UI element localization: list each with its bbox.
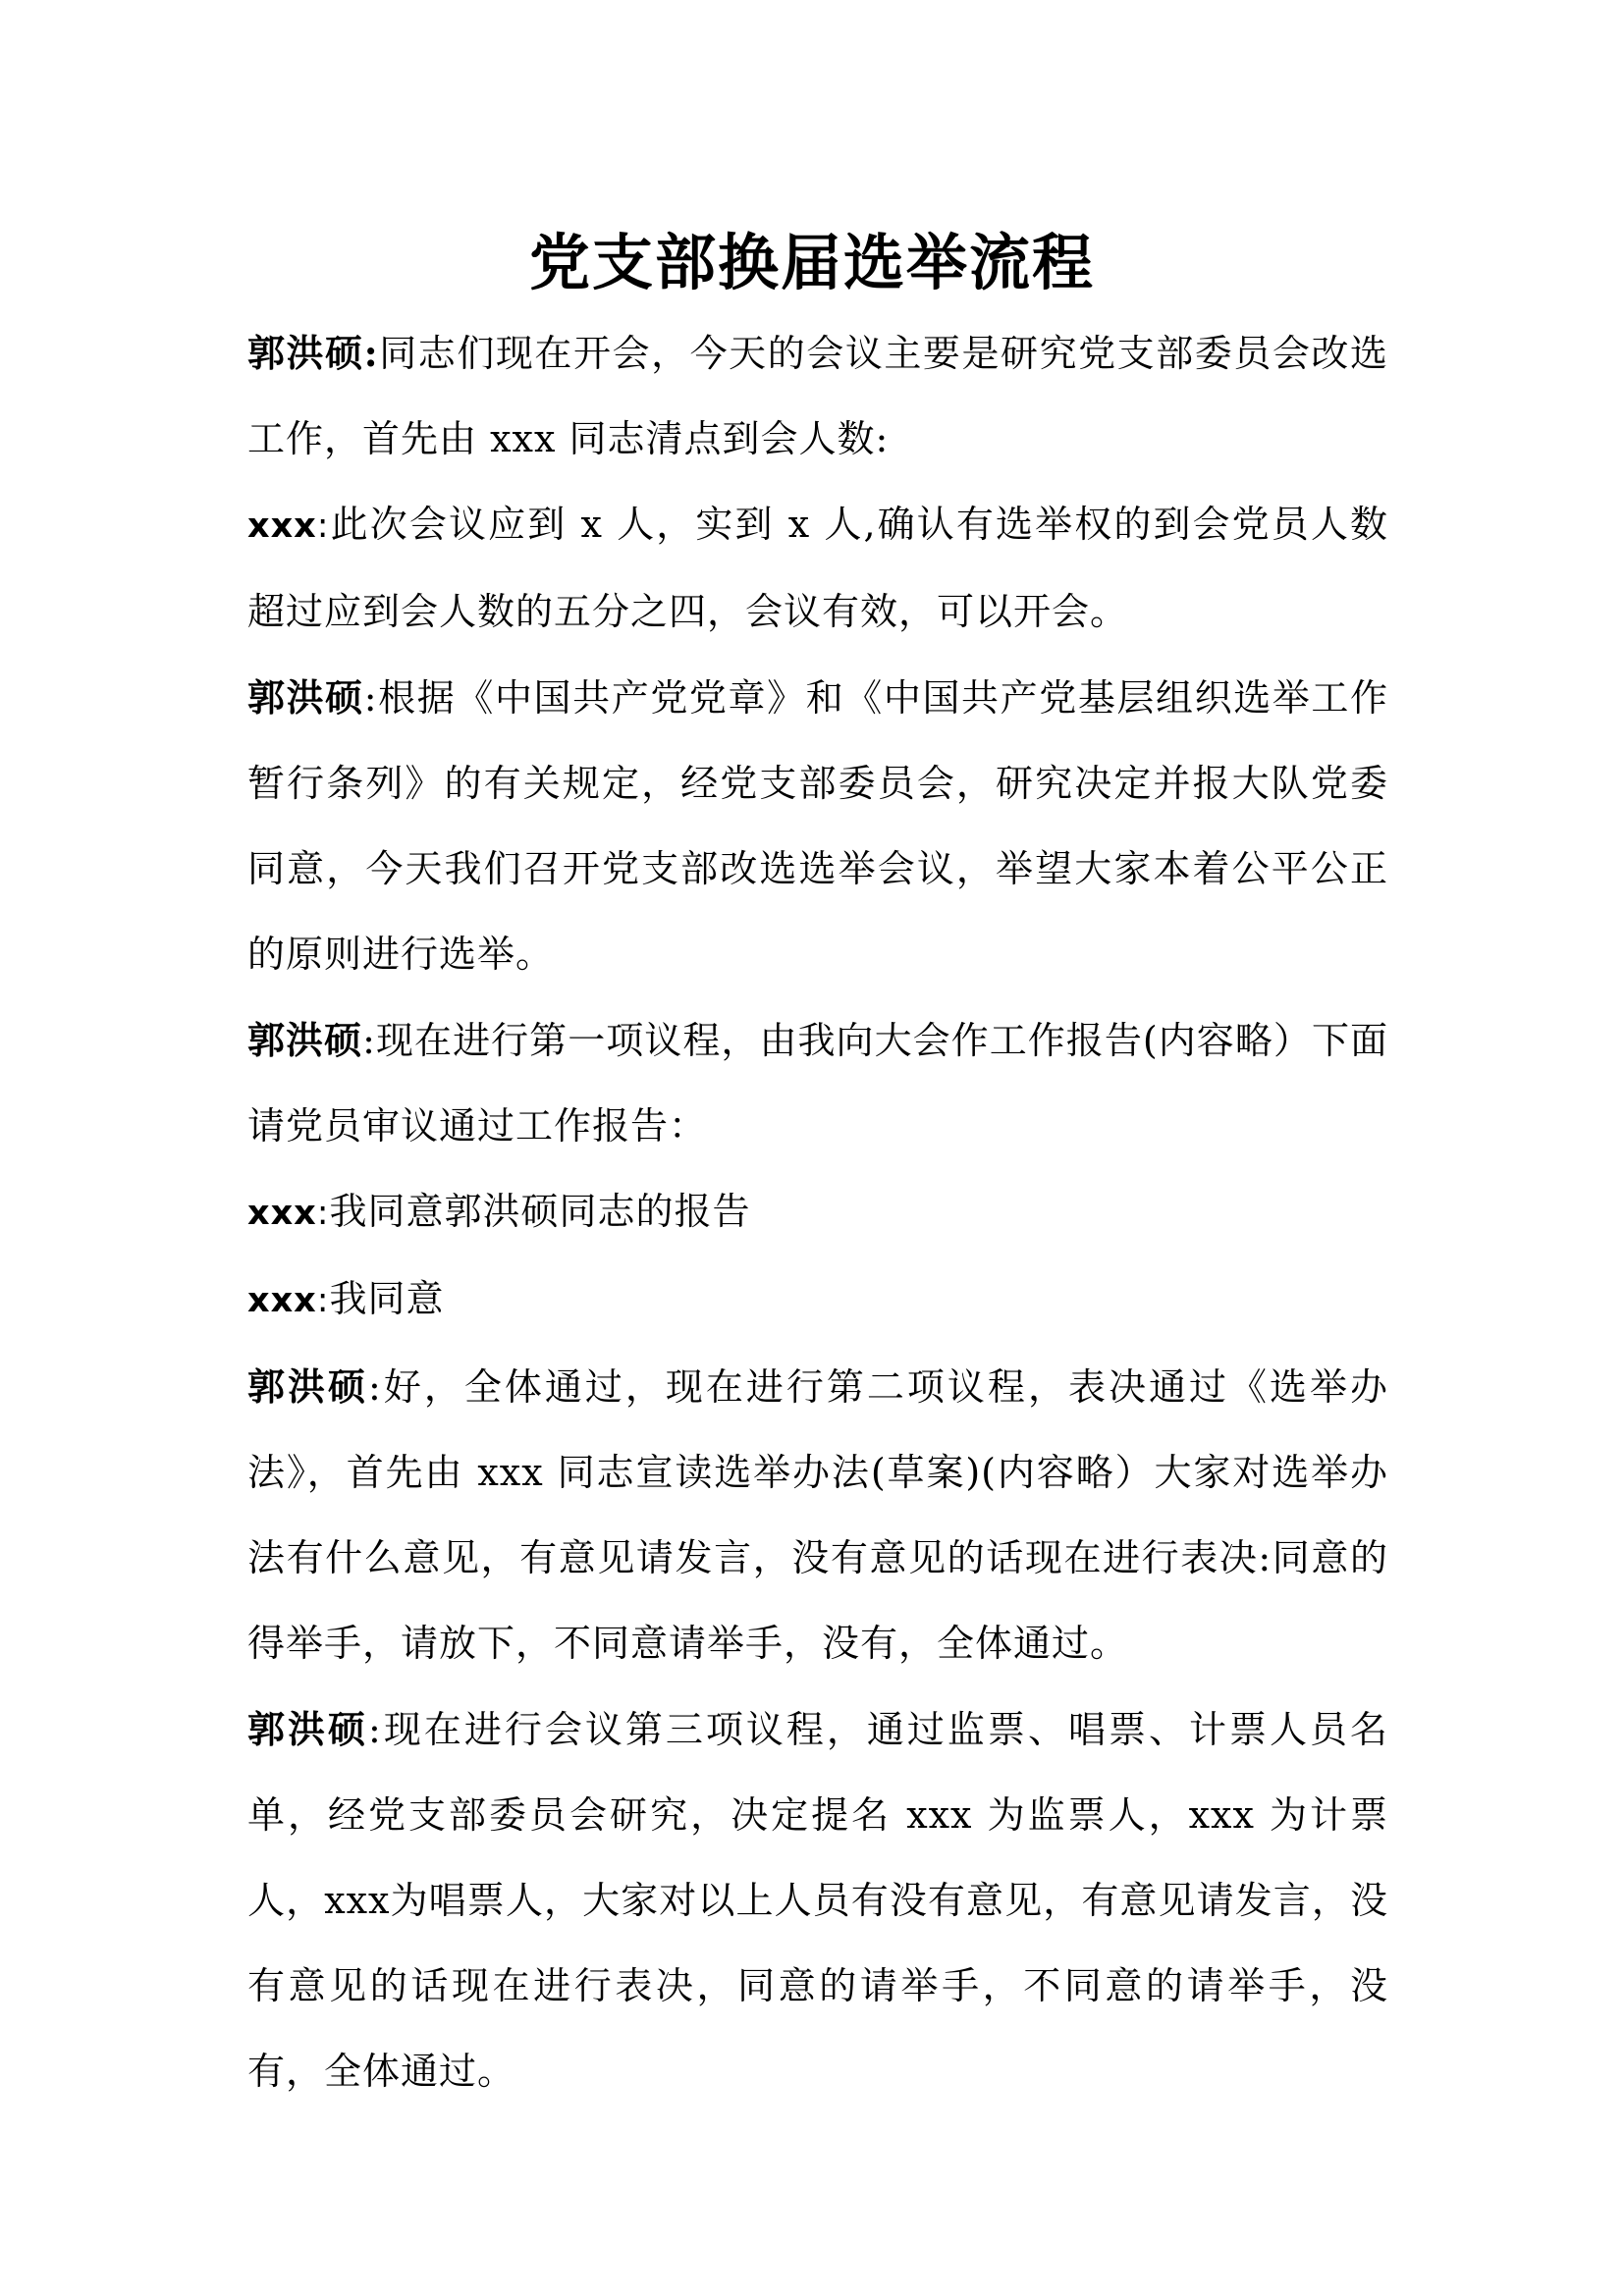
speaker-separator: : xyxy=(368,1708,382,1751)
speaker-name: xxx xyxy=(247,507,317,546)
speaker-separator: : xyxy=(363,331,379,375)
paragraph-text: 我同意郭洪硕同志的报告 xyxy=(329,1190,751,1233)
paragraph xyxy=(247,655,1388,997)
speaker-separator: : xyxy=(363,676,378,720)
paragraph-text: 现在进行第一项议程，由我向大会作工作报告(内容略）下面请党员审议通过工作报告： xyxy=(247,1019,1388,1148)
paragraph xyxy=(247,1344,1388,1686)
document-body xyxy=(247,310,1388,2114)
document-title: 党支部换届选举流程 xyxy=(528,227,1095,298)
speaker-separator: : xyxy=(368,1365,382,1409)
speaker-separator: : xyxy=(316,1281,330,1320)
paragraph-text: 根据《中国共产党党章》和《中国共产党基层组织选举工作暂行条列》的有关规定，经党支部委员会，研究决定并报大队党委同意，今天我们召开党支部改选选举会议，举望大家本着公平公正的原则进行选举。 xyxy=(247,676,1388,976)
paragraph xyxy=(247,482,1388,655)
paragraph-text: 我同意 xyxy=(329,1277,445,1320)
paragraph-text: 同志们现在开会，今天的会议主要是研究党支部委员会改选工作，首先由 xxx 同志清点到会人数: xyxy=(247,332,1388,460)
speaker-name: 郭洪硕 xyxy=(247,1364,369,1409)
paragraph xyxy=(247,997,1388,1169)
speaker-name: xxx xyxy=(247,1194,317,1233)
paragraph xyxy=(247,1256,1388,1344)
paragraph xyxy=(247,1169,1388,1256)
speaker-name: 郭洪硕 xyxy=(247,1018,363,1062)
paragraph-text: 好，全体通过，现在进行第二项议程，表决通过《选举办法》，首先由 xxx 同志宣读选举办法(草案)(内容略）大家对选举办法有什么意见，有意见请发言，没有意见的话现在进行表决:同意的得举手，请放下，不同意请举手，没有，全体通过。 xyxy=(247,1365,1388,1665)
paragraph xyxy=(247,310,1388,482)
speaker-name: 郭洪硕 xyxy=(247,675,364,720)
paragraph-text: 现在进行会议第三项议程，通过监票、唱票、计票人员名单，经党支部委员会研究，决定提名 xxx 为监票人，xxx 为计票人，xxx为唱票人，大家对以上人员有没有意见，有意见请发言，没有意见的话现在进行表决，同意的请举手，不同意的请举手，没有，全体通过。 xyxy=(247,1708,1388,2093)
paragraph-text: 此次会议应到 x 人，实到 x 人,确认有选举权的到会党员人数超过应到会人数的五分之四，会议有效，可以开会。 xyxy=(247,503,1388,633)
speaker-name: 郭洪硕 xyxy=(247,331,364,375)
speaker-separator: : xyxy=(316,507,330,546)
speaker-separator: : xyxy=(316,1194,330,1233)
speaker-name: xxx xyxy=(247,1281,317,1320)
speaker-separator: : xyxy=(362,1019,376,1062)
paragraph xyxy=(247,1686,1388,2114)
speaker-name: 郭洪硕 xyxy=(247,1707,369,1751)
